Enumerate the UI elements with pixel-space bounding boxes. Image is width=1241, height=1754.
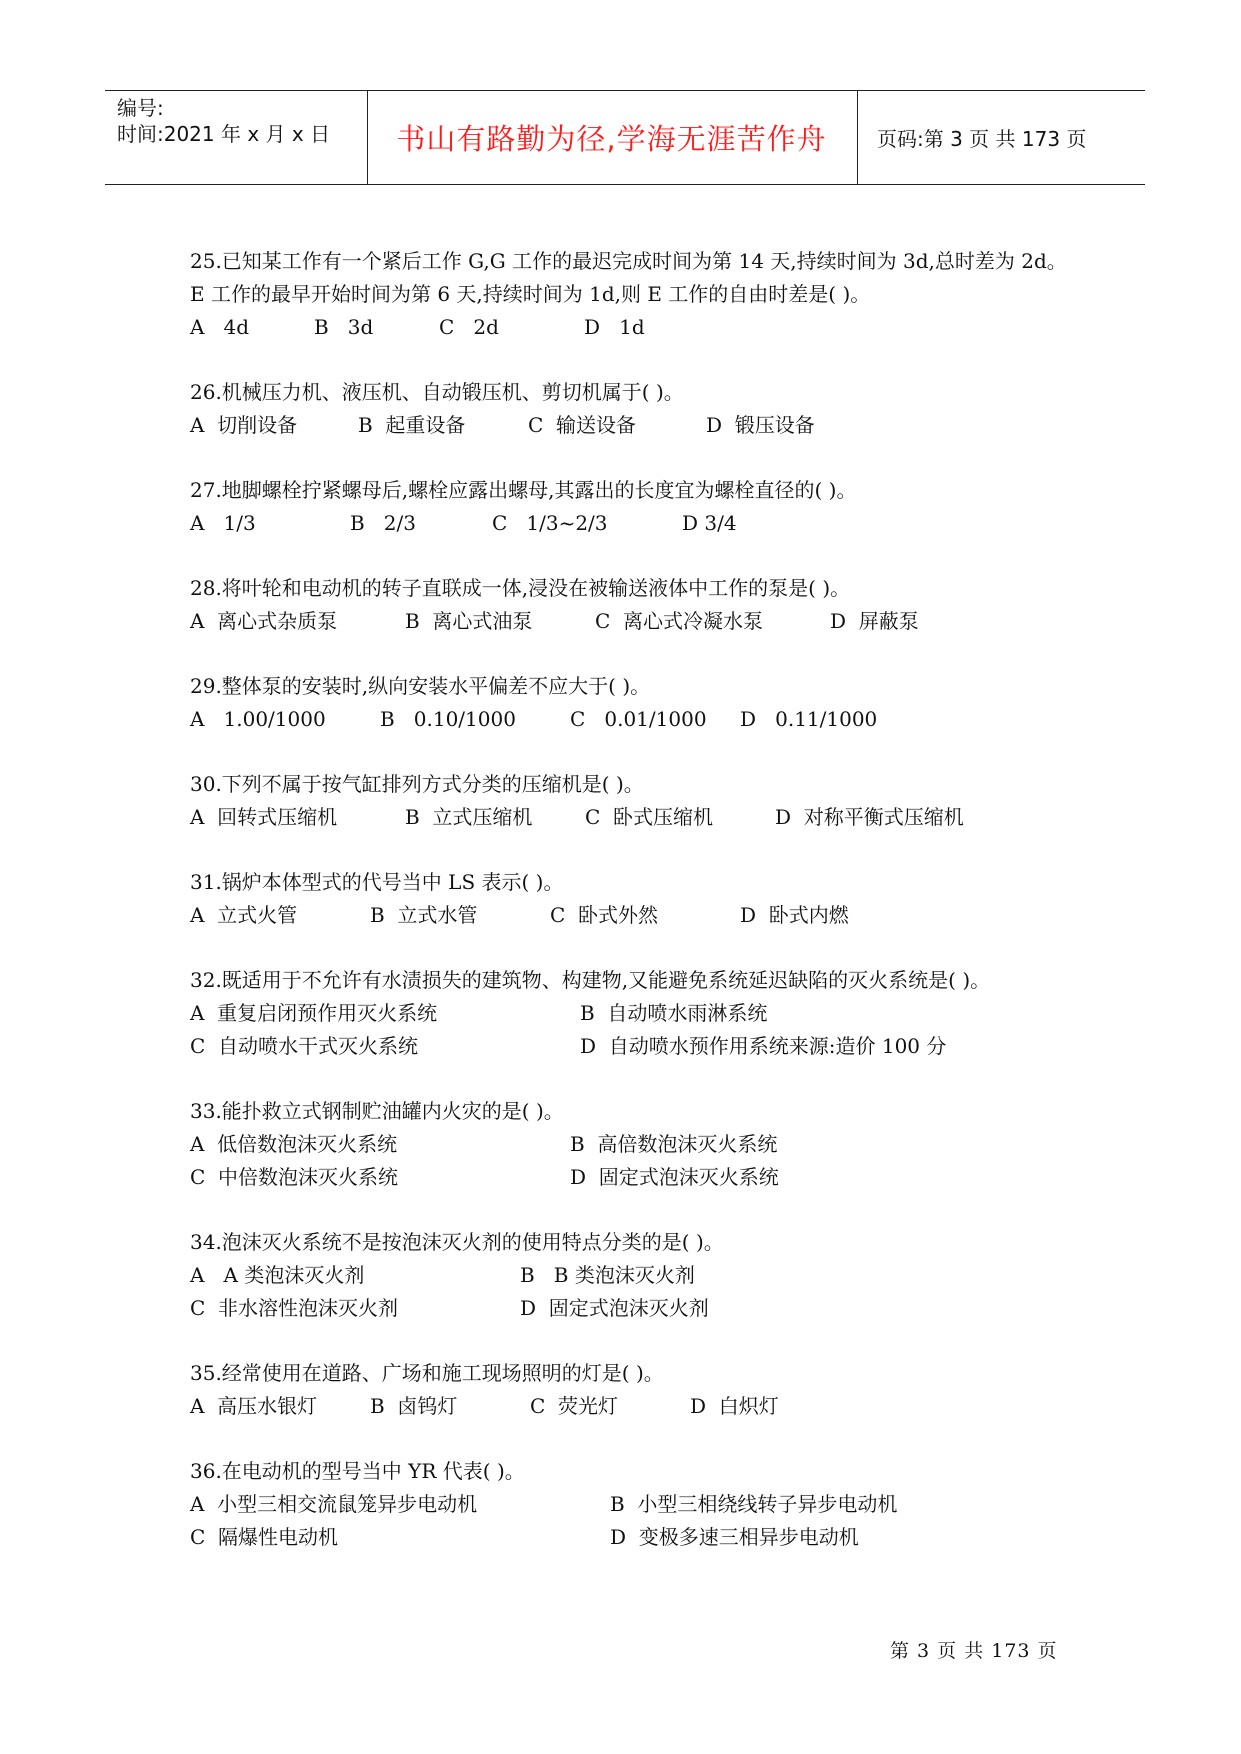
question-item [190, 572, 1070, 638]
question-stem: 33.能扑救立式钢制贮油罐内火灾的是( )。 [190, 1099, 564, 1123]
question-options [190, 1488, 1070, 1554]
option-b: B 高倍数泡沫灭火系统 [570, 1132, 778, 1156]
document-number-label: 编号: [117, 96, 164, 120]
question-options [190, 409, 1070, 442]
option-c: C 卧式外然 [550, 903, 659, 927]
option-b: B 自动喷水雨淋系统 [580, 1001, 768, 1025]
question-item [190, 964, 1070, 1063]
question-stem: 28.将叶轮和电动机的转子直联成一体,浸没在被输送液体中工作的泵是( )。 [190, 576, 851, 600]
question-item [190, 1226, 1070, 1325]
question-options [190, 605, 1070, 638]
option-d: D 自动喷水预作用系统来源:造价 100 分 [580, 1034, 947, 1058]
option-d: D 卧式内燃 [740, 903, 849, 927]
option-a: A 高压水银灯 [190, 1394, 318, 1418]
option-d: D 对称平衡式压缩机 [775, 805, 964, 829]
question-stem: 35.经常使用在道路、广场和施工现场照明的灯是( )。 [190, 1361, 664, 1385]
question-item [190, 670, 1070, 736]
question-options [190, 899, 1070, 932]
question-item [190, 376, 1070, 442]
question-item [190, 474, 1070, 540]
question-item [190, 866, 1070, 932]
option-d: D 变极多速三相异步电动机 [610, 1525, 859, 1549]
question-list [190, 245, 1070, 1586]
option-c: C 自动喷水干式灭火系统 [190, 1034, 419, 1058]
option-a: A 低倍数泡沫灭火系统 [190, 1132, 398, 1156]
option-b: B 卤钨灯 [370, 1394, 458, 1418]
option-a: A 1/3 [190, 511, 256, 535]
question-stem: 34.泡沫灭火系统不是按泡沫灭火剂的使用特点分类的是( )。 [190, 1230, 724, 1254]
option-c: C 非水溶性泡沫灭火剂 [190, 1296, 399, 1320]
option-b: B 2/3 [350, 511, 416, 535]
question-stem: 27.地脚螺栓拧紧螺母后,螺栓应露出螺母,其露出的长度宜为螺栓直径的( )。 [190, 478, 857, 502]
option-d: D 1d [584, 315, 645, 339]
question-stem: 32.既适用于不允许有水渍损失的建筑物、构建物,又能避免系统延迟缺陷的灭火系统是( )。 [190, 968, 991, 992]
option-a: A 小型三相交流鼠笼异步电动机 [190, 1492, 478, 1516]
option-c: C 荧光灯 [530, 1394, 619, 1418]
option-a: A 离心式杂质泵 [190, 609, 338, 633]
option-c: C 隔爆性电动机 [190, 1525, 339, 1549]
document-date: 时间:2021 年 x 月 x 日 [117, 122, 331, 146]
question-item [190, 245, 1070, 344]
option-a: A 4d [190, 315, 250, 339]
option-b: B 小型三相绕线转子异步电动机 [610, 1492, 898, 1516]
question-options [190, 507, 1070, 540]
option-b: B 起重设备 [358, 413, 466, 437]
question-stem: 25.已知某工作有一个紧后工作 G,G 工作的最迟完成时间为第 14 天,持续时间为 3d,总时差为 2d。E 工作的最早开始时间为第 6 天,持续时间为 1d,则 E 工作的自由时差是( )。 [190, 249, 1067, 306]
option-c: C 离心式冷凝水泵 [595, 609, 764, 633]
question-options [190, 997, 1070, 1063]
option-a: A 1.00/1000 [190, 707, 326, 731]
option-a: A 立式火管 [190, 903, 298, 927]
question-item [190, 1095, 1070, 1194]
question-options [190, 801, 1070, 834]
question-item [190, 1455, 1070, 1554]
option-b: B 3d [314, 315, 374, 339]
option-b: B 立式水管 [370, 903, 478, 927]
option-c: C 中倍数泡沫灭火系统 [190, 1165, 399, 1189]
question-options [190, 1128, 1070, 1194]
option-d: D 屏蔽泵 [830, 609, 919, 633]
option-b: B B 类泡沫灭火剂 [520, 1263, 695, 1287]
question-options [190, 1259, 1070, 1325]
option-c: C 1/3~2/3 [492, 511, 608, 535]
header-divider-right [857, 91, 858, 184]
question-options [190, 1390, 1070, 1423]
question-stem: 36.在电动机的型号当中 YR 代表( )。 [190, 1459, 525, 1483]
option-c: C 输送设备 [528, 413, 637, 437]
option-d: D 锻压设备 [706, 413, 815, 437]
question-stem: 31.锅炉本体型式的代号当中 LS 表示( )。 [190, 870, 564, 894]
option-b: B 0.10/1000 [380, 707, 516, 731]
option-b: B 立式压缩机 [405, 805, 533, 829]
option-a: A 回转式压缩机 [190, 805, 338, 829]
header-divider-left [367, 91, 368, 184]
header-motto: 书山有路勤为径,学海无涯苦作舟 [396, 122, 827, 156]
question-stem: 30.下列不属于按气缸排列方式分类的压缩机是( )。 [190, 772, 644, 796]
question-options [190, 703, 1070, 736]
page-footer: 第 3 页 共 173 页 [890, 1640, 1058, 1662]
option-c: C 卧式压缩机 [585, 805, 714, 829]
option-a: A 切削设备 [190, 413, 298, 437]
page-header [105, 90, 1145, 185]
option-d: D 3/4 [682, 511, 737, 535]
header-meta [117, 91, 367, 184]
header-page-number: 页码:第 3 页 共 173 页 [877, 127, 1087, 151]
option-b: B 离心式油泵 [405, 609, 533, 633]
question-stem: 29.整体泵的安装时,纵向安装水平偏差不应大于( )。 [190, 674, 651, 698]
question-item [190, 1357, 1070, 1423]
question-stem: 26.机械压力机、液压机、自动锻压机、剪切机属于( )。 [190, 380, 684, 404]
option-d: D 固定式泡沫灭火剂 [520, 1296, 709, 1320]
option-c: C 2d [439, 315, 499, 339]
option-d: D 固定式泡沫灭火系统 [570, 1165, 779, 1189]
option-a: A A 类泡沫灭火剂 [190, 1263, 365, 1287]
option-a: A 重复启闭预作用灭火系统 [190, 1001, 438, 1025]
question-options [190, 311, 1070, 344]
option-d: D 白炽灯 [690, 1394, 779, 1418]
option-c: C 0.01/1000 [570, 707, 707, 731]
option-d: D 0.11/1000 [740, 707, 878, 731]
question-item [190, 768, 1070, 834]
